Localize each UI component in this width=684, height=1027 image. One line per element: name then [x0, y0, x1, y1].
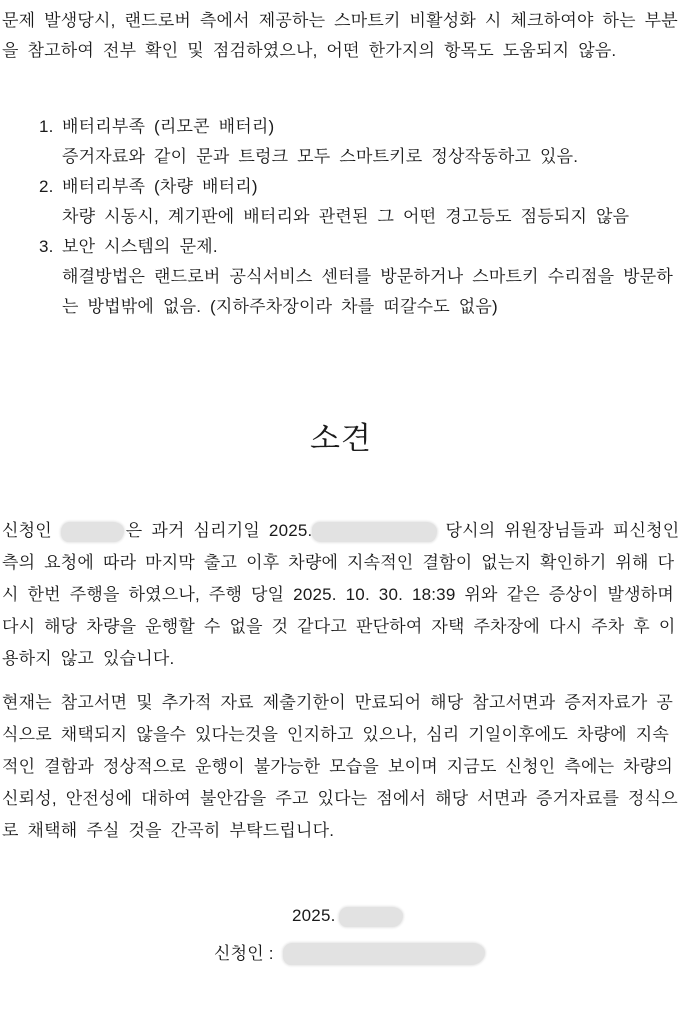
item-detail: 차량 시동시, 계기판에 배터리와 관련된 그 어떤 경고등도 점등되지 않음 [62, 207, 630, 226]
item-title: 배터리부족 (차량 배터리) [62, 177, 258, 196]
redacted-closing-date [339, 907, 403, 927]
checklist-item-1 [2, 112, 680, 172]
item-number: 3. [39, 237, 54, 256]
opinion-paragraph-2: 현재는 참고서면 및 추가적 자료 제출기한이 만료되어 해당 참고서면과 증저자료가 공식으로 채택되지 않을수 있다는것을 인지하고 있으나, 심리 기일이후에도 차량에 지속적인 결함과 정상적으로 운행이 불가능한 모습을 보이며 지금도 신청인 측에는 차량의 신뢰성, 안전성에 대하여 불안감을 주고 있다는 점에서 해당 서면과 증거자료를 정식으로 채택해 주실 것을 간곡히 부탁드립니다. [2, 693, 678, 840]
signature-line [2, 938, 680, 970]
signature-label: 신청인 : [214, 944, 279, 963]
item-detail: 증거자료와 같이 문과 트렁크 모두 스마트키로 정상작동하고 있음. [62, 147, 579, 166]
item-detail: 해결방법은 랜드로버 공식서비스 센터를 방문하거나 스마트키 수리점을 방문하는 방법밖에 없음. (지하주차장이라 차를 떠갈수도 없음) [62, 267, 673, 316]
item-title: 보안 시스템의 문제. [62, 237, 218, 256]
checklist-item-3 [2, 232, 680, 322]
item-number: 1. [39, 117, 54, 136]
redacted-applicant-name [61, 522, 124, 542]
document-page [0, 6, 684, 1027]
opinion-p1-text: 은 과거 심리기일 2025. [125, 521, 313, 540]
section-heading-opinion: 소견 [310, 421, 372, 456]
checklist-item-2 [2, 172, 680, 232]
checklist [2, 112, 680, 322]
opinion-p1-text: 당시의 위원장님들과 피신청인 측의 요청에 따라 마지막 출고 이후 차량에 지속적인 결함이 없는지 확인하기 위해 다시 한번 주행을 하였으나, 주행 당일 2025. 10. 30. 18:39 위와 같은 증상이 발생하며 다시 해당 차량을 운행할 수 없을 것 같다고 판단하여 자택 주차장에 다시 주차 후 이용하지 않고 있습니다. [2, 521, 680, 668]
closing-date-line [2, 900, 680, 932]
opinion-p1-text: 신청인 [2, 521, 61, 540]
item-number: 2. [39, 177, 54, 196]
closing-date-text: 2025. [292, 906, 336, 925]
intro-paragraph: 문제 발생당시, 랜드로버 측에서 제공하는 스마트키 비활성화 시 체크하여야 하는 부분을 참고하여 전부 확인 및 점검하였으나, 어떤 한가지의 항목도 도움되지 않음. [2, 11, 678, 60]
redacted-hearing-date [312, 522, 437, 542]
item-title: 배터리부족 (리모콘 배터리) [62, 117, 275, 136]
redacted-signature-name [283, 943, 485, 965]
opinion-paragraph-1 [2, 515, 680, 675]
